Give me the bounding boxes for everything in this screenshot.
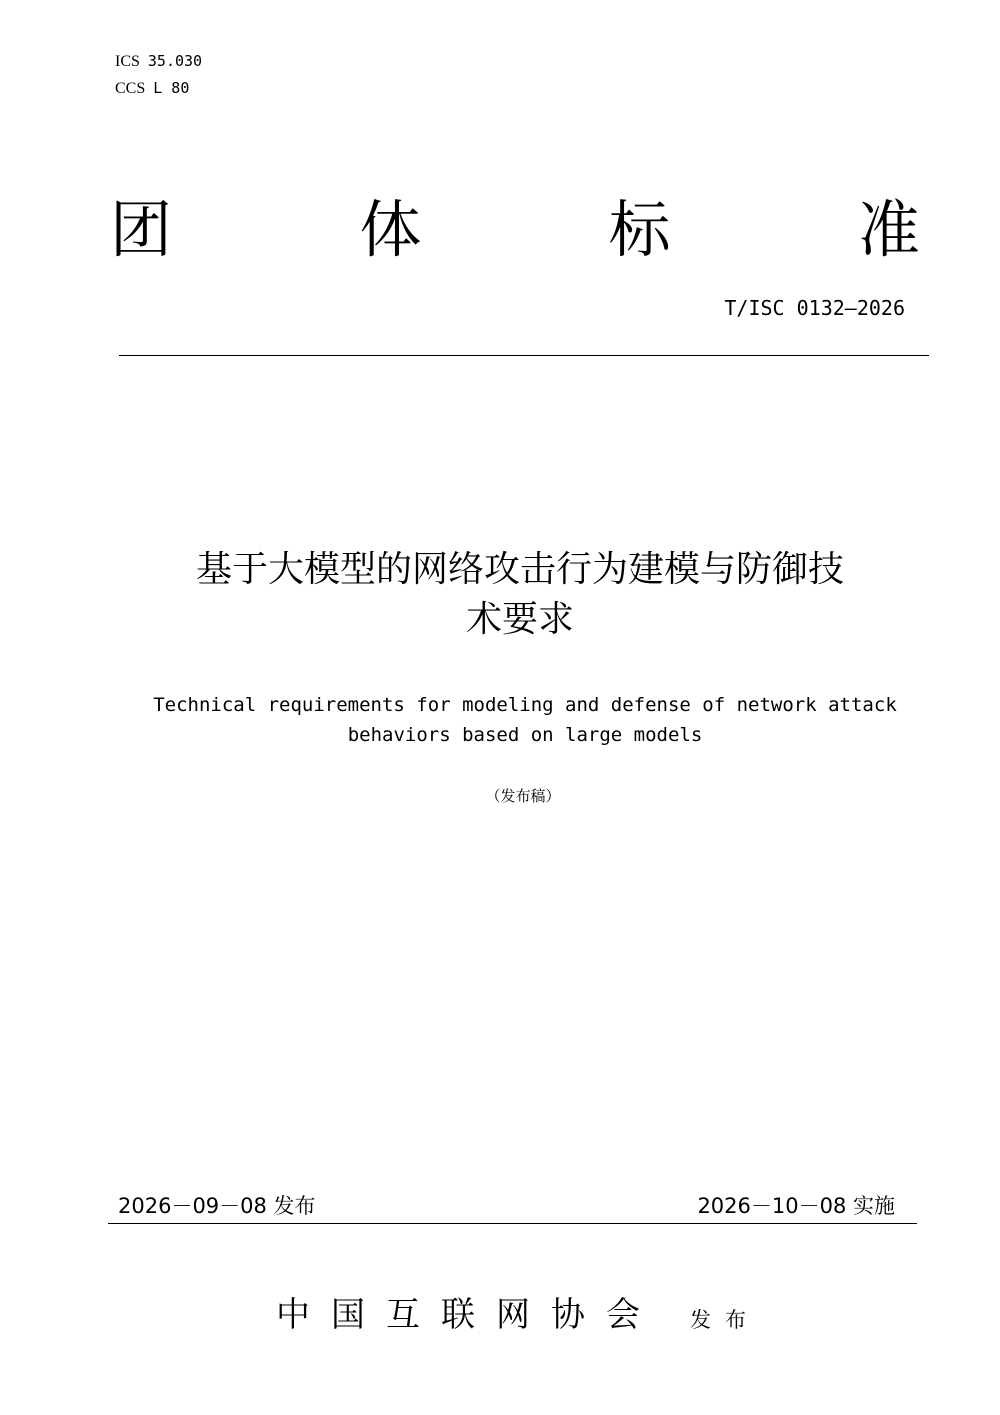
issue-date: 2026－09－08 发布: [118, 1194, 316, 1218]
publisher-name: 中国互联网协会: [276, 1295, 661, 1335]
top-divider: [119, 355, 929, 356]
standard-type-char: 团: [110, 193, 173, 266]
chinese-title-line: 术要求: [465, 599, 574, 640]
chinese-title: [100, 545, 940, 645]
ics-value: 35.030: [147, 52, 203, 70]
standard-type-char: 体: [359, 193, 422, 266]
standard-type-char: 准: [857, 193, 920, 266]
ics-code: [115, 48, 202, 75]
english-title: [100, 690, 950, 750]
classification-codes: [115, 48, 202, 102]
ccs-code: [115, 75, 202, 102]
standard-type-heading: [110, 190, 920, 270]
english-title-line: behaviors based on large models: [347, 724, 703, 746]
ics-label: ICS: [115, 53, 140, 70]
draft-status: （发布稿）: [485, 787, 561, 805]
english-title-line: Technical requirements for modeling and defense of network attack: [153, 694, 897, 716]
standard-type-char: 标: [608, 193, 671, 266]
chinese-title-line: 基于大模型的网络攻击行为建模与防御技: [195, 549, 844, 590]
standard-number: T/ISC 0132—2026: [724, 296, 905, 320]
bottom-divider: [108, 1223, 917, 1224]
ccs-value: L 80: [153, 79, 190, 97]
ccs-label: CCS: [115, 80, 146, 97]
implementation-date: 2026－10－08 实施: [697, 1194, 895, 1218]
publish-label: 发布: [690, 1308, 760, 1332]
